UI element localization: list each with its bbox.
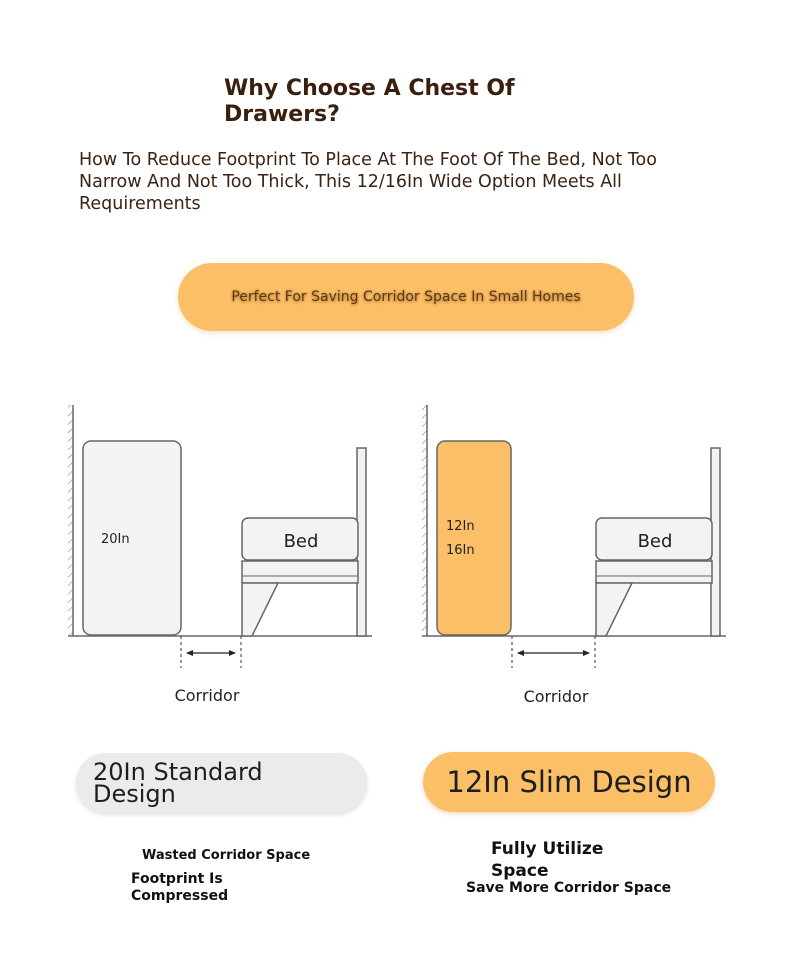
corridor-label: Corridor <box>523 687 589 706</box>
bed-leg <box>242 583 278 636</box>
left-diagram <box>68 405 372 705</box>
right-bed <box>596 448 720 636</box>
slim-design-pill <box>423 752 715 812</box>
page-title: Why Choose A Chest Of Drawers? <box>224 76 515 127</box>
comparison-diagram <box>0 390 790 720</box>
banner <box>178 263 634 331</box>
standard-note-footprint: Footprint Is Compressed <box>131 871 229 904</box>
standard-note-wasted: Wasted Corridor Space <box>142 848 311 863</box>
bed-frame <box>596 561 712 583</box>
right-diagram <box>422 405 726 706</box>
slim-note-save: Save More Corridor Space <box>466 880 672 896</box>
drawer-width-label-16: 16In <box>446 543 475 558</box>
bed-label: Bed <box>283 531 319 552</box>
bed-label: Bed <box>637 531 673 552</box>
left-bed <box>242 448 366 636</box>
standard-design-label: 20In Standard Design <box>93 758 263 808</box>
slim-design-label: 12In Slim Design <box>446 765 692 799</box>
corridor-label: Corridor <box>174 686 240 705</box>
drawer-width-label-12: 12In <box>446 519 475 534</box>
slim-drawer <box>437 441 511 635</box>
slim-note-utilize: Fully Utilize Space <box>491 839 604 881</box>
standard-drawer <box>83 441 181 635</box>
page-subtitle: How To Reduce Footprint To Place At The Foot Of The Bed, Not Too Narrow And Not Too Thick, This 12/16In Wide Option Meets All Requirements <box>79 150 657 214</box>
drawer-width-label: 20In <box>101 532 130 547</box>
bed-frame <box>242 561 358 583</box>
standard-design-pill <box>76 753 367 813</box>
banner-text: Perfect For Saving Corridor Space In Small Homes <box>231 289 581 305</box>
bed-leg <box>596 583 632 636</box>
